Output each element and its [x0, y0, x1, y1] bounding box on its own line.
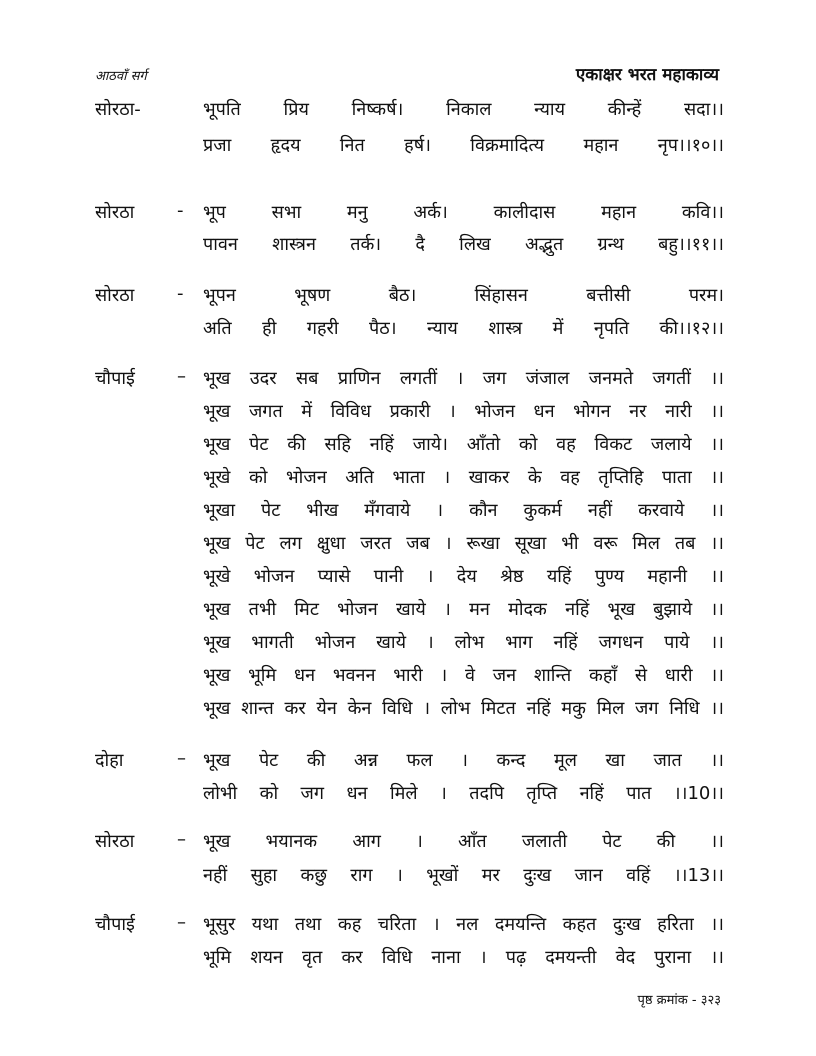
verse-line: नहीं सुहा कछु राग । भूखों मर दुःख जान वहिं ।।13।।	[203, 865, 724, 886]
page-header	[95, 62, 719, 86]
verse-type-label: चौपाई	[95, 368, 135, 389]
verse-line: अति ही गहरी पैठ। न्याय शास्त्र में नृपति की।।१२।।	[203, 318, 724, 339]
verse-block-soratha-11	[95, 200, 724, 270]
verse-line: भूखे को भोजन अति भाता । खाकर के वह तृप्तिहि पाता ।।	[203, 467, 724, 488]
verse-line: भूख भयानक आग । आँत जलाती पेट की ।।	[203, 831, 724, 852]
verse-dash: -	[177, 283, 184, 304]
verse-line: पावन शास्त्रन तर्क। दै लिख अद्भुत ग्रन्थ बहु।।११।।	[203, 234, 724, 255]
verse-line: भूसुर यथा तथा कह चरिता । नल दमयन्ति कहत दुःख हरिता ।।	[203, 914, 724, 935]
verse-line: भूख पेट लग क्षुधा जरत जब । रूखा सूखा भी वरू मिल तब ।।	[203, 533, 724, 554]
verse-dash: –	[177, 748, 186, 769]
verse-line: भूख पेट की सहि नहिं जाये। आँतो को वह विकट जलाये ।।	[203, 434, 724, 455]
verse-line: भूख जगत में विविध प्रकारी । भोजन धन भोगन नर नारी ।।	[203, 401, 724, 422]
chapter-title: आठवाँ सर्ग	[95, 69, 147, 84]
verse-line: भूप सभा मनु अर्क। कालीदास महान कवि।।	[203, 202, 724, 223]
verse-dash: –	[177, 366, 186, 387]
book-title: एकाक्षर भरत महाकाव्य	[575, 65, 719, 85]
verse-dash: –	[177, 829, 186, 850]
verse-line: लोभी को जग धन मिले । तदपि तृप्ति नहिं पात ।।10।।	[203, 783, 724, 804]
verse-line: भूपन भूषण बैठ। सिंहासन बत्तीसी परम।	[203, 285, 724, 306]
verse-block-chaupai-1	[95, 366, 724, 726]
verse-dash: -	[177, 200, 184, 221]
verse-line: भूख शान्त कर येन केन विधि । लोभ मिटत नहिं मकु मिल जग निधि ।।	[203, 698, 724, 719]
verse-line: भूख तभी मिट भोजन खाये । मन मोदक नहिं भूख बुझाये ।।	[203, 599, 724, 620]
verse-line: प्रजा हृदय नित हर्ष। विक्रमादित्य महान नृप।।१०।।	[203, 135, 724, 156]
verse-type-label: सोरठा	[95, 831, 135, 852]
verse-line: भूख भूमि धन भवनन भारी । वे जन शान्ति कहाँ से धारी ।।	[203, 665, 724, 686]
verse-type-label: सोरठा-	[95, 99, 141, 120]
verse-block-chaupai-2	[95, 912, 724, 982]
verse-line: भूखा पेट भीख मँगवाये । कौन कुकर्म नहीं करवाये ।।	[203, 500, 724, 521]
verse-block-soratha-12	[95, 283, 724, 353]
verse-block-soratha-10	[95, 97, 724, 167]
verse-line: भूख पेट की अन्न फल । कन्द मूल खा जात ।।	[203, 750, 724, 771]
verse-line: भूख भागती भोजन खाये । लोभ भाग नहिं जगधन पाये ।।	[203, 632, 724, 653]
verse-type-label: दोहा	[95, 750, 124, 771]
verse-type-label: सोरठा	[95, 202, 135, 223]
verse-block-doha-10	[95, 748, 724, 818]
verse-type-label: चौपाई	[95, 914, 135, 935]
verse-line: भूपति प्रिय निष्कर्ष। निकाल न्याय कीन्हें सदा।।	[203, 99, 724, 120]
verse-line: भूख उदर सब प्राणिन लगतीं । जग जंजाल जनमते जगतीं ।।	[203, 368, 724, 389]
verse-block-soratha-13	[95, 829, 724, 899]
page-number: पृष्ठ क्रमांक - ३२३	[637, 993, 721, 1008]
verse-dash: –	[177, 912, 186, 933]
verse-line: भूखे भोजन प्यासे पानी । देय श्रेष्ठ यहिं पुण्य महानी ।।	[203, 566, 724, 587]
verse-line: भूमि शयन वृत कर विधि नाना । पढ़ दमयन्ती वेद पुराना ।।	[203, 947, 724, 968]
verse-type-label: सोरठा	[95, 285, 135, 306]
